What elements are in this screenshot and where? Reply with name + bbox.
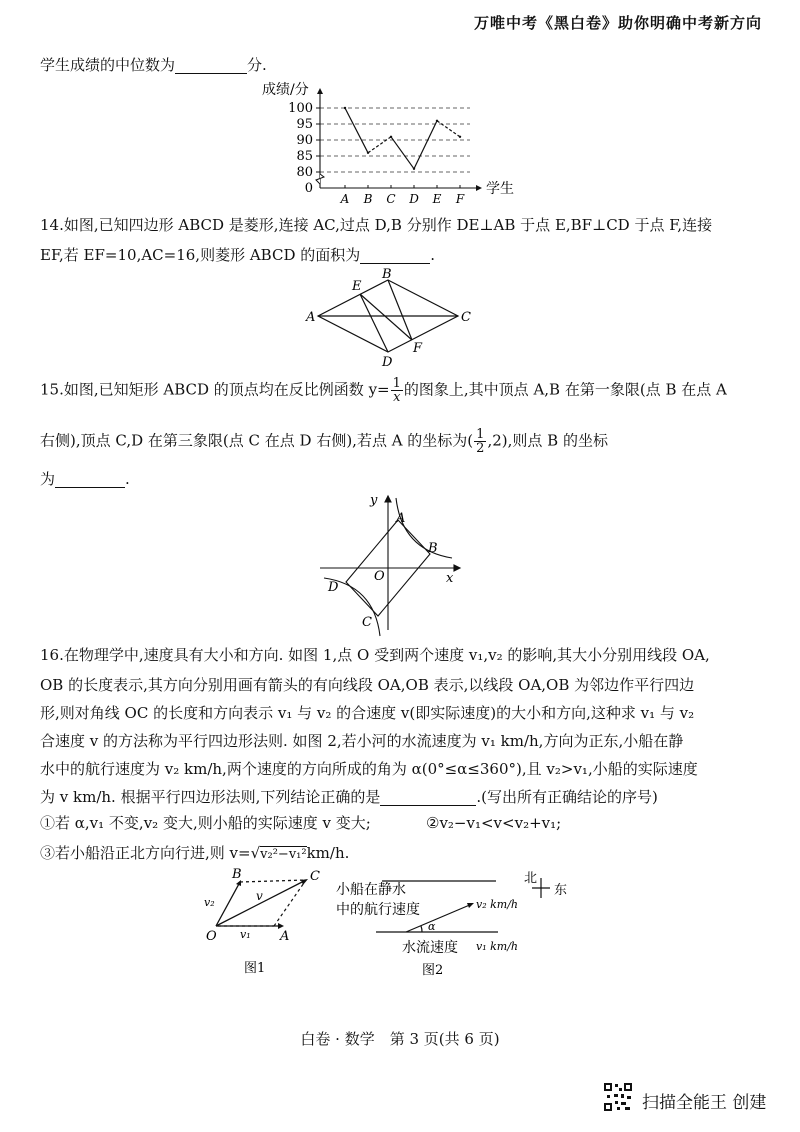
series-segment [437,121,460,137]
label-c: C [362,615,372,630]
series-segment [391,137,414,169]
compass-north-label: 北 [524,871,538,886]
x-axis-arrow [454,565,460,571]
q16-text6-suffix: .(写出所有正确结论的序号) [476,788,658,806]
x-axis-label: 学生 [486,181,514,197]
label-v: v [256,889,263,903]
q16-option3-suffix: km/h. [306,844,350,862]
q16-line2: OB 的长度表示,其方向分别用画有箭头的有向线段 OA,OB 表示,以线段 OA,OB 为邻边作平行四边 [40,676,695,694]
qr-code-icon [603,1082,633,1112]
label-v1: v₁ [240,928,251,941]
q14-line1 [40,216,712,234]
figure-1-parallelogram [196,866,336,978]
q14-line2 [40,246,435,264]
segment-bf [388,280,412,340]
label-b: B [428,541,438,556]
q16-line1 [40,646,710,664]
y-tick-label: 95 [296,117,313,132]
q14-text2-suffix: . [430,246,436,264]
label-f: F [413,341,423,356]
q16-text1: 在物理学中,速度具有大小和方向. 如图 1,点 O 受到两个速度 v₁,v₂ 的影响,其大小分别用线段 OA, [63,646,710,664]
answer-blank [380,791,476,806]
label-d: D [382,355,393,370]
figure-1-caption: 图1 [244,961,266,976]
series-segment [345,108,368,153]
figure-2-river [326,870,580,980]
x-tick-label: D [409,192,419,206]
x-tick-label: F [455,192,465,206]
label-v2: v₂ [204,896,215,909]
angle-alpha-arc [421,926,422,932]
answer-blank [175,59,247,74]
data-point [344,107,346,109]
q14-number: 14. [40,216,64,234]
fig2-text-line2: 中的航行速度 [336,902,420,918]
label-a: A [306,310,316,325]
q15-line1 [40,377,727,404]
q15-line2 [40,428,608,455]
label-y: y [370,493,378,508]
boat-velocity-arrow [467,903,474,908]
q16-text6: 为 v km/h. 根据平行四边形法则,下列结论正确的是 [40,788,381,806]
label-b: B [232,867,242,882]
sqrt-radicand: v₂²−v₁² [260,847,307,862]
y-tick-label: 100 [288,101,313,116]
q16-option-2: ②v₂−v₁<v<v₂+v₁; [426,814,562,832]
parallelogram-bc-dashed [240,880,306,882]
y-axis-label: 成绩/分 [262,82,309,98]
label-c: C [461,310,471,325]
q14-text2: EF,若 EF=10,AC=16,则菱形 ABCD 的面积为 [40,246,361,264]
x-tick-label: B [363,192,373,206]
label-d: D [328,580,339,595]
scanner-watermark: 扫描全能王 创建 [642,1093,767,1113]
segment-de [360,294,388,352]
q13-prefix: 学生成绩的中位数为 [40,56,176,74]
q15-text1: 如图,已知矩形 ABCD 的顶点均在反比例函数 y= [63,380,390,399]
data-point [390,136,392,138]
label-a: A [396,511,406,526]
q16-number: 16. [40,646,64,664]
q15-text2: 右侧),顶点 C,D 在第三象限(点 C 在点 D 右侧),若点 A 的坐标为( [40,431,474,450]
label-b: B [382,267,392,282]
q16-option-3 [40,844,349,863]
q15-text2-suffix: ,2),则点 B 的坐标 [487,431,608,450]
q16-line4: 合速度 v 的方法称为平行四边形法则. 如图 2,若小河的水流速度为 v₁ km/h,方向为正东,小船在静 [40,732,684,750]
q16-line3: 形,则对角线 OC 的长度和方向表示 v₁ 与 v₂ 的合速度 v(即实际速度)的大小和方向,这种求 v₁ 与 v₂ [40,704,695,722]
parallelogram-right-dashed [274,880,306,926]
fig2-label-alpha: α [428,920,436,933]
compass-east-label: 东 [554,883,568,898]
q15-text3: 为 [40,470,56,488]
sqrt-sign: √ [250,844,261,862]
series-segment [368,137,391,153]
vector-oc [216,880,306,926]
fig2-flow-label: 水流速度 [402,940,458,956]
origin-label: 0 [304,181,313,196]
fraction-1-over-x: $\frac{1}{x}$ [392,376,401,405]
axis-break [316,174,324,184]
x-axis-arrow [476,185,482,191]
fig2-label-v2: v₂ km/h [476,898,519,911]
q14-text1: 如图,已知四边形 ABCD 是菱形,连接 AC,过点 D,B 分别作 DE⊥AB 于点 E,BF⊥CD 于点 F,连接 [63,216,713,234]
fig2-text-line1: 小船在静水 [336,882,406,898]
label-e: E [352,279,362,294]
q15-number: 15. [40,380,64,399]
y-tick-label: 80 [296,165,313,180]
x-tick-label: C [386,192,396,206]
segment-ef [360,294,412,340]
x-tick-label: A [340,192,350,206]
y-tick-label: 90 [296,133,313,148]
figure-2-caption: 图2 [422,963,444,978]
q15-text1-suffix: 的图象上,其中顶点 A,B 在第一象限(点 B 在点 A [403,380,727,399]
series-segment [414,121,437,169]
label-c: C [310,869,320,884]
q15-line3 [40,470,130,488]
q13-suffix: 分. [247,56,267,74]
x-tick-label: E [432,192,442,206]
fig2-label-v1: v₁ km/h [476,940,519,953]
page-header: 万唯中考《黑白卷》助你明确中考新方向 [473,14,762,32]
q16-line6 [40,788,658,806]
data-point [436,120,438,122]
rhombus-figure [300,267,480,370]
hyperbola-figure [312,490,472,640]
y-tick-label: 85 [296,149,313,164]
arrow-c [301,879,308,885]
y-axis-arrow [317,88,323,94]
data-point [367,152,369,154]
q16-line5: 水中的航行速度为 v₂ km/h,两个速度的方向所成的角为 α(0°≤α≤360°),且 v₂>v₁,小船的实际速度 [40,760,698,778]
q16-option3-prefix: ③若小船沿正北方向行进,则 v= [40,844,251,862]
page-footer: 白卷 · 数学 第 3 页(共 6 页) [300,1030,500,1048]
label-a: A [280,929,290,944]
label-o: O [206,929,217,944]
data-point [413,168,415,170]
fraction-1-over-2: $\frac{1}{2}$ [476,427,485,456]
answer-blank [360,249,430,264]
y-axis-arrow [385,496,391,502]
q16-option-1: ①若 α,v₁ 不变,v₂ 变大,则小船的实际速度 v 变大; [40,814,371,832]
label-x: x [446,571,454,586]
q13-median-line [40,56,267,74]
hyperbola-branch-q1 [396,498,452,558]
label-origin: O [374,569,385,584]
answer-blank [55,473,125,488]
data-point [459,136,461,138]
q15-text3-suffix: . [125,470,130,488]
score-line-chart [262,80,522,206]
